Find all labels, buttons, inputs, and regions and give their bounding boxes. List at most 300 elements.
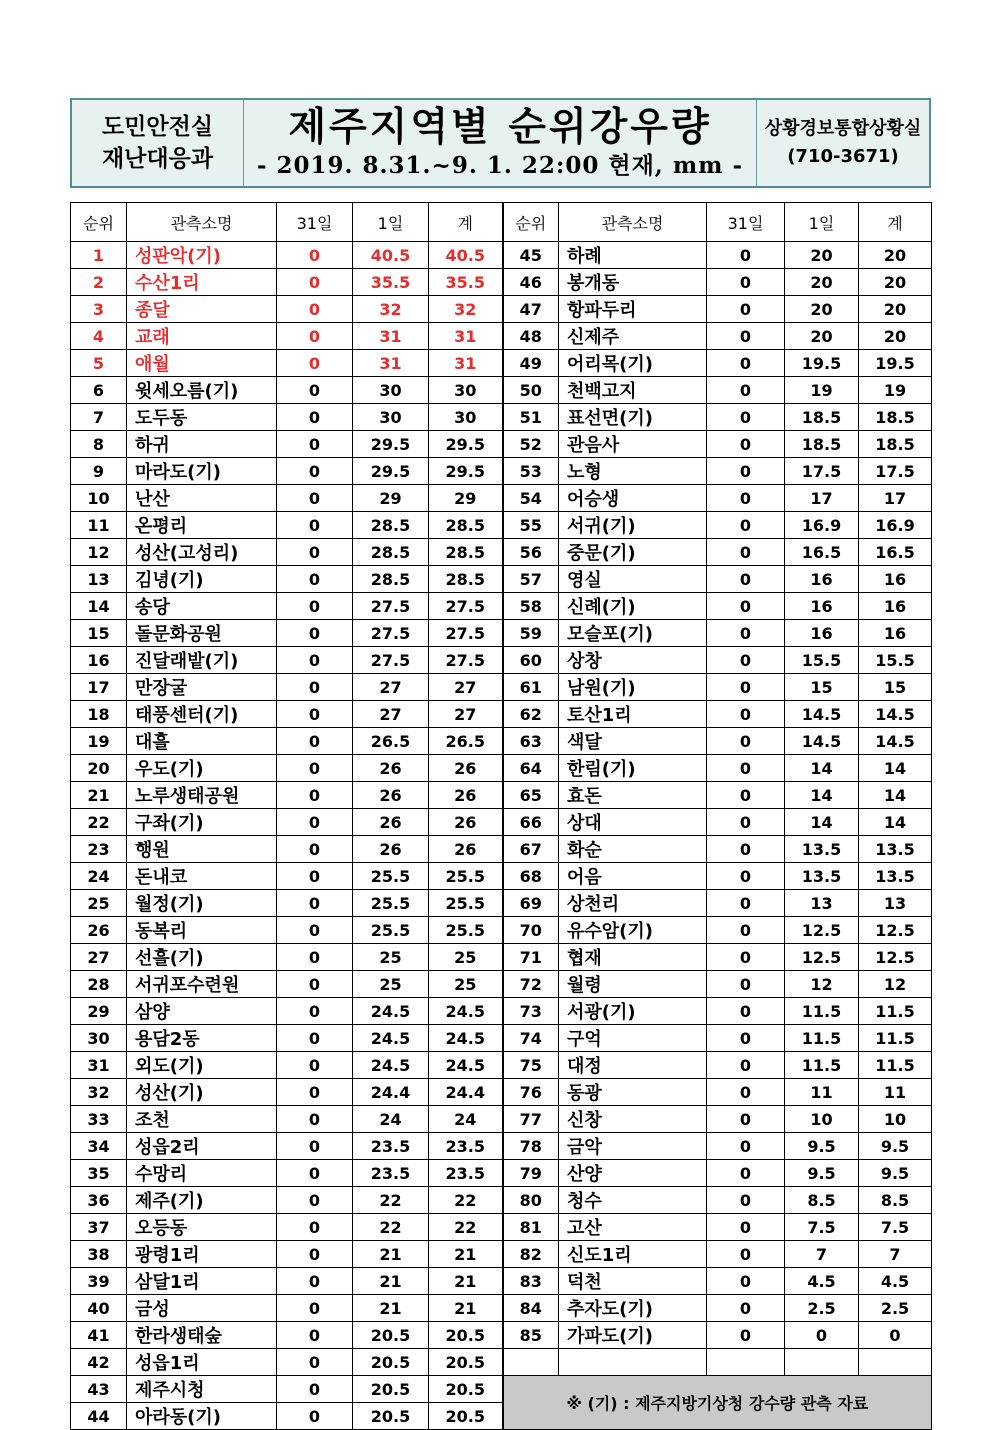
rain-day31: 0 [277,458,353,485]
rain-total: 7.5 [859,1214,932,1241]
rain-total: 20 [859,242,932,269]
rain-total: 12.5 [859,917,932,944]
rain-day31: 0 [707,998,785,1025]
rain-day1: 20.5 [353,1349,429,1376]
rank-cell: 1 [71,242,127,269]
station-name-text: 진달래밭(기) [135,651,239,672]
rank-cell: 85 [503,1322,559,1349]
station-name [127,350,277,377]
rank-cell: 10 [71,485,127,512]
rank-cell: 34 [71,1133,127,1160]
station-name-text: 동광 [567,1083,602,1104]
rain-day31: 0 [707,1052,785,1079]
station-name-text: 천백고지 [567,381,637,402]
rain-total: 25.5 [429,890,503,917]
rain-day31: 0 [277,377,353,404]
rank-cell: 59 [503,620,559,647]
station-name [559,782,707,809]
rain-day1: 27.5 [353,593,429,620]
rain-total: 20.5 [429,1403,503,1430]
station-name-text: 도두동 [135,408,188,429]
rain-day1: 21 [353,1295,429,1322]
rain-day31: 0 [277,674,353,701]
table-row [71,1025,932,1052]
table-row [71,458,932,485]
rain-total: 9.5 [859,1133,932,1160]
station-name [127,1133,277,1160]
rain-day1: 9.5 [785,1133,859,1160]
rain-day1: 14.5 [785,701,859,728]
station-name-text: 윗세오름(기) [135,381,239,402]
rain-day1: 20 [785,269,859,296]
station-name [559,917,707,944]
rain-day31: 0 [277,350,353,377]
station-name-text: 어음 [567,867,602,888]
station-name [559,1187,707,1214]
table-row [71,836,932,863]
table-row [71,296,932,323]
rank-cell: 8 [71,431,127,458]
table-row [71,728,932,755]
rain-total: 31 [429,323,503,350]
station-name [127,620,277,647]
rain-day31: 0 [277,998,353,1025]
station-name-text: 외도(기) [135,1056,204,1077]
table-row [71,1052,932,1079]
rain-total: 31 [429,350,503,377]
station-name [127,782,277,809]
station-name [559,755,707,782]
rain-day31: 0 [277,1403,353,1430]
rain-total: 20.5 [429,1376,503,1403]
rank-cell: 54 [503,485,559,512]
rain-total: 26 [429,836,503,863]
rank-cell: 79 [503,1160,559,1187]
rain-total: 20 [859,269,932,296]
rank-cell: 72 [503,971,559,998]
rank-cell: 70 [503,917,559,944]
station-name [127,701,277,728]
rank-cell: 58 [503,593,559,620]
rank-cell: 45 [503,242,559,269]
rank-cell: 76 [503,1079,559,1106]
table-row [71,1160,932,1187]
rain-day1: 10 [785,1106,859,1133]
rain-total: 10 [859,1106,932,1133]
rank-cell: 20 [71,755,127,782]
station-name-text: 구억 [567,1029,602,1050]
station-name [559,890,707,917]
rain-day1: 20.5 [353,1403,429,1430]
rain-day31: 0 [707,1133,785,1160]
table-row [71,242,932,269]
rain-day1: 40.5 [353,242,429,269]
rain-day31: 0 [277,1160,353,1187]
rain-total: 16 [859,620,932,647]
table-row [71,1349,932,1376]
station-name-text: 상창 [567,651,602,672]
station-name [559,350,707,377]
station-name [127,1025,277,1052]
rain-day31: 0 [277,539,353,566]
rain-day1: 2.5 [785,1295,859,1322]
rank-cell: 67 [503,836,559,863]
rain-day1: 11.5 [785,998,859,1025]
rain-day31: 0 [707,701,785,728]
station-name [559,836,707,863]
rain-day31: 0 [707,1025,785,1052]
rain-day1: 8.5 [785,1187,859,1214]
rank-cell: 24 [71,863,127,890]
table-row [71,890,932,917]
station-name-text: 태풍센터(기) [135,705,239,726]
rain-day31: 0 [277,1322,353,1349]
rain-day1: 22 [353,1214,429,1241]
station-name-text: 수망리 [135,1164,188,1185]
col-header-rank: 순위 [71,203,127,242]
table-row [71,377,932,404]
rain-total: 29.5 [429,458,503,485]
rain-total: 0 [859,1322,932,1349]
rain-day31: 0 [277,566,353,593]
station-name-text: 월령 [567,975,602,996]
rain-day31: 0 [707,809,785,836]
rain-total: 40.5 [429,242,503,269]
table-row [71,1322,932,1349]
col-header-total: 계 [859,203,932,242]
rain-day1: 26 [353,809,429,836]
station-name [559,1079,707,1106]
rain-day1: 22 [353,1187,429,1214]
table-row [71,701,932,728]
department-block [72,100,244,186]
station-name [559,1268,707,1295]
rain-day1: 35.5 [353,269,429,296]
rain-total: 30 [429,377,503,404]
table-row [71,620,932,647]
rain-day1: 28.5 [353,566,429,593]
station-name-text: 하례 [567,246,602,267]
rain-day31: 0 [277,647,353,674]
rain-day1: 29 [353,485,429,512]
rain-total: 25.5 [429,863,503,890]
station-name-text: 성읍2리 [135,1137,200,1158]
rank-cell: 74 [503,1025,559,1052]
rank-cell: 3 [71,296,127,323]
station-name-text: 상천리 [567,894,620,915]
rain-total: 26 [429,809,503,836]
rain-day31: 0 [277,1133,353,1160]
rain-total: 28.5 [429,566,503,593]
station-name [127,1349,277,1376]
rain-day31: 0 [707,1106,785,1133]
station-name-text: 대흘 [135,732,170,753]
rain-day31: 0 [707,566,785,593]
rain-day1: 14.5 [785,728,859,755]
station-name [127,566,277,593]
rain-day1: 7 [785,1241,859,1268]
station-name [127,1052,277,1079]
table-row [71,809,932,836]
station-name [559,1322,707,1349]
rain-day1: 20 [785,323,859,350]
station-name [559,998,707,1025]
rain-day1: 11.5 [785,1052,859,1079]
rain-day1: 4.5 [785,1268,859,1295]
station-name-text: 금성 [135,1299,170,1320]
rain-day31: 0 [277,323,353,350]
rain-day31: 0 [277,863,353,890]
rain-day1: 11.5 [785,1025,859,1052]
rain-day1: 17 [785,485,859,512]
rain-total: 11.5 [859,1025,932,1052]
col-header-day31: 31일 [277,203,353,242]
rain-day1: 7.5 [785,1214,859,1241]
station-name-text: 삼달1리 [135,1272,200,1293]
rank-cell: 7 [71,404,127,431]
station-name [127,944,277,971]
rain-day31: 0 [277,1052,353,1079]
station-name [127,1403,277,1430]
rank-cell: 37 [71,1214,127,1241]
rain-total: 27 [429,701,503,728]
rain-day1: 14 [785,809,859,836]
department-name-line1: 도민안전실 [101,114,214,140]
table-header-row [71,203,932,242]
rain-total: 23.5 [429,1133,503,1160]
table-row [71,863,932,890]
station-name-text: 제주시청 [135,1380,205,1401]
rain-day31: 0 [707,269,785,296]
table-row [71,350,932,377]
station-name-text: 성읍1리 [135,1353,200,1374]
rain-total: 21 [429,1268,503,1295]
rank-cell: 49 [503,350,559,377]
station-name [127,836,277,863]
station-name [127,404,277,431]
rain-day1: 20 [785,242,859,269]
station-name [127,242,277,269]
rank-cell: 18 [71,701,127,728]
rank-cell: 28 [71,971,127,998]
rain-total: 15.5 [859,647,932,674]
station-name [127,296,277,323]
rain-day31: 0 [707,1187,785,1214]
rain-day1: 14 [785,782,859,809]
rain-day1: 25 [353,971,429,998]
rain-day31: 0 [277,242,353,269]
rain-total: 16 [859,593,932,620]
rain-total: 13 [859,890,932,917]
rain-day31: 0 [707,620,785,647]
rank-cell: 35 [71,1160,127,1187]
rank-cell: 61 [503,674,559,701]
table-row [71,269,932,296]
rain-day31: 0 [707,755,785,782]
rain-day31: 0 [707,593,785,620]
station-name [127,890,277,917]
rain-day1: 27.5 [353,620,429,647]
station-name-text: 성산(고성리) [135,543,239,564]
rain-total: 13.5 [859,836,932,863]
empty-cell [859,1349,932,1376]
rain-day1: 24.5 [353,1052,429,1079]
rank-cell: 27 [71,944,127,971]
rain-day31: 0 [707,323,785,350]
table-row [71,971,932,998]
col-header-day1: 1일 [785,203,859,242]
station-name [127,485,277,512]
rain-day31: 0 [707,1241,785,1268]
rain-day31: 0 [277,1025,353,1052]
station-name [559,1133,707,1160]
rank-cell: 55 [503,512,559,539]
station-name-text: 신도1리 [567,1245,632,1266]
station-name [127,269,277,296]
station-name-text: 가파도(기) [567,1326,654,1347]
station-name-text: 용담2동 [135,1029,200,1050]
rain-day1: 30 [353,377,429,404]
col-header-day1: 1일 [353,203,429,242]
station-name-text: 마라도(기) [135,462,222,483]
office-phone: (710-3671) [787,146,899,167]
rain-total: 30 [429,404,503,431]
station-name-text: 토산1리 [567,705,632,726]
station-name-text: 성산(기) [135,1083,204,1104]
rank-cell: 22 [71,809,127,836]
rain-day1: 19.5 [785,350,859,377]
rain-total: 19 [859,377,932,404]
rain-day1: 12 [785,971,859,998]
station-name-text: 성판악(기) [135,246,222,267]
rain-day31: 0 [707,1322,785,1349]
rank-cell: 36 [71,1187,127,1214]
station-name-text: 표선면(기) [567,408,654,429]
table-row [71,1295,932,1322]
rain-day31: 0 [277,485,353,512]
table-row [71,1376,932,1403]
station-name [127,377,277,404]
station-name [127,512,277,539]
station-name-text: 노루생태공원 [135,786,240,807]
office-name: 상황경보통합상황실 [764,118,922,139]
col-header-rank: 순위 [503,203,559,242]
rain-day31: 0 [277,1079,353,1106]
rain-total: 32 [429,296,503,323]
rain-total: 11.5 [859,1052,932,1079]
station-name [559,485,707,512]
rain-day1: 17.5 [785,458,859,485]
col-header-station: 관측소명 [127,203,277,242]
rank-cell: 44 [71,1403,127,1430]
station-name [559,701,707,728]
rank-cell: 15 [71,620,127,647]
rank-cell: 52 [503,431,559,458]
rain-total: 17 [859,485,932,512]
rain-total: 13.5 [859,863,932,890]
table-row [71,1079,932,1106]
rain-total: 23.5 [429,1160,503,1187]
rain-total: 29.5 [429,431,503,458]
station-name [127,539,277,566]
rank-cell: 64 [503,755,559,782]
station-name-text: 관음사 [567,435,620,456]
rank-cell: 57 [503,566,559,593]
empty-cell [559,1349,707,1376]
rain-total: 22 [429,1214,503,1241]
rain-day31: 0 [277,1187,353,1214]
rank-cell: 31 [71,1052,127,1079]
rain-day31: 0 [707,296,785,323]
station-name [559,512,707,539]
station-name [559,242,707,269]
station-name-text: 오등동 [135,1218,188,1239]
station-name [559,944,707,971]
rain-day31: 0 [707,512,785,539]
rain-day1: 25 [353,944,429,971]
rain-total: 4.5 [859,1268,932,1295]
rank-cell: 23 [71,836,127,863]
rank-cell: 78 [503,1133,559,1160]
table-row [71,647,932,674]
rain-total: 26.5 [429,728,503,755]
station-name-text: 종달 [135,300,170,321]
rain-day31: 0 [277,404,353,431]
rain-day31: 0 [707,1268,785,1295]
rain-total: 20 [859,296,932,323]
station-name-text: 선흘(기) [135,948,204,969]
empty-cell [785,1349,859,1376]
station-name-text: 서광(기) [567,1002,636,1023]
rain-day31: 0 [707,674,785,701]
table-row [71,1187,932,1214]
rain-total: 2.5 [859,1295,932,1322]
station-name [127,971,277,998]
station-name-text: 월정(기) [135,894,204,915]
rank-cell: 19 [71,728,127,755]
rank-cell: 9 [71,458,127,485]
station-name [559,971,707,998]
station-name-text: 서귀(기) [567,516,636,537]
rain-day1: 0 [785,1322,859,1349]
rain-total: 27 [429,674,503,701]
rank-cell: 21 [71,782,127,809]
rain-day1: 27.5 [353,647,429,674]
rain-total: 21 [429,1295,503,1322]
rank-cell: 60 [503,647,559,674]
rain-day1: 25.5 [353,863,429,890]
station-name [127,809,277,836]
station-name-text: 항파두리 [567,300,637,321]
rank-cell: 5 [71,350,127,377]
table-row [71,998,932,1025]
station-name [559,431,707,458]
rain-day31: 0 [277,728,353,755]
rain-day1: 9.5 [785,1160,859,1187]
station-name-text: 고산 [567,1218,602,1239]
station-name [559,566,707,593]
contact-block [757,100,929,186]
station-name [127,1079,277,1106]
rank-cell: 39 [71,1268,127,1295]
rain-total: 16 [859,566,932,593]
rain-day1: 24.4 [353,1079,429,1106]
station-name-text: 화순 [567,840,602,861]
rain-day31: 0 [277,890,353,917]
table-row [71,485,932,512]
station-name-text: 신제주 [567,327,620,348]
station-name [127,728,277,755]
